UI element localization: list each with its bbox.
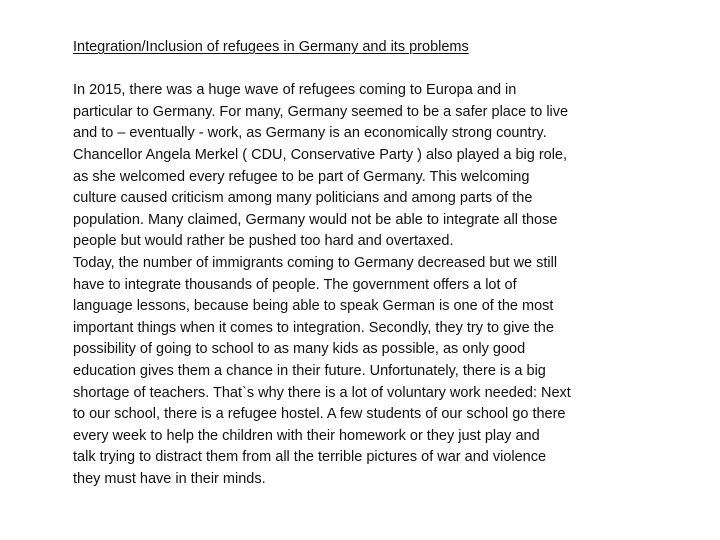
text-line: important things when it comes to integration. Secondly, they try to give the [73, 319, 554, 336]
text-line: Today, the number of immigrants coming to Germany decreased but we still [73, 254, 558, 271]
title-spacer [73, 59, 653, 81]
text-line: and to – eventually - work, as Germany is an economically strong country. [73, 125, 547, 142]
text-line: education gives them a chance in their future. Unfortunately, there is a big [73, 362, 546, 379]
text-line: language lessons, because being able to speak German is one of the most [73, 298, 554, 315]
document-title: Integration/Inclusion of refugees in Germany and its problems [73, 39, 469, 55]
text-line: as she welcomed every refugee to be part of Germany. This welcoming [73, 168, 530, 185]
text-line: shortage of teachers. That`s why there is a lot of voluntary work needed: Next [73, 384, 571, 401]
text-line: talk trying to distract them from all the terrible pictures of war and violence [73, 449, 547, 466]
text-line: In 2015, there was a huge wave of refugees coming to Europa and in [73, 82, 517, 99]
paragraph-2 [73, 253, 653, 491]
text-line: Chancellor Angela Merkel ( CDU, Conservative Party ) also played a big role, [73, 146, 568, 163]
text-line: culture caused criticism among many politicians and among parts of the [73, 190, 533, 207]
paragraph-1 [73, 80, 653, 253]
text-line: particular to Germany. For many, Germany seemed to be a safer place to live [73, 103, 569, 120]
document-body [73, 37, 653, 490]
text-line: have to integrate thousands of people. The government offers a lot of [73, 276, 517, 293]
text-line: to our school, there is a refugee hostel. A few students of our school go there [73, 406, 566, 423]
text-line: possibility of going to school to as many kids as possible, as only good [73, 341, 526, 358]
text-line: people but would rather be pushed too hard and overtaxed. [73, 233, 454, 250]
text-line: they must have in their minds. [73, 470, 266, 487]
text-line: population. Many claimed, Germany would not be able to integrate all those [73, 211, 558, 228]
text-line: every week to help the children with their homework or they just play and [73, 427, 540, 444]
